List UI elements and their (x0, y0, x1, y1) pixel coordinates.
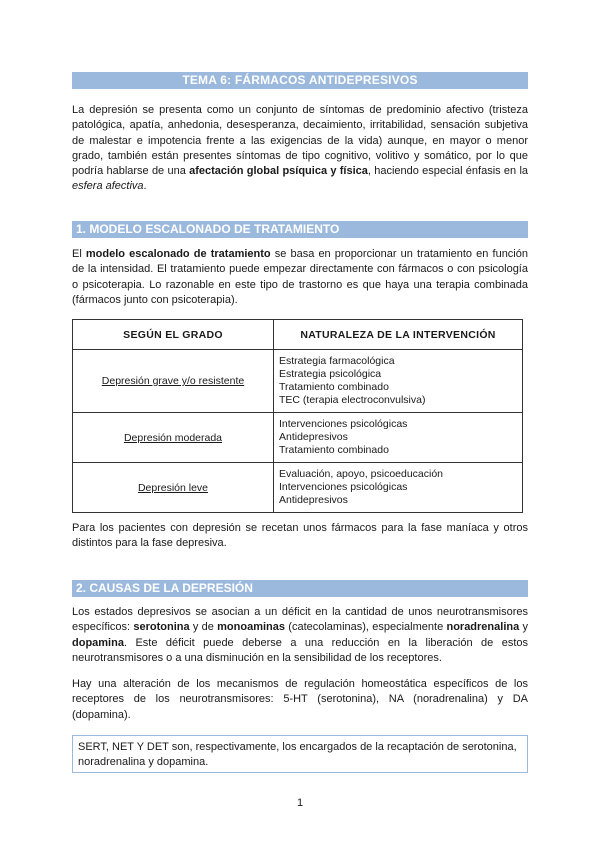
s1p1-bold: modelo escalonado de tratamiento (85, 248, 271, 260)
s2p1-bold-noradrenalina: noradrenalina (446, 621, 520, 634)
section1-paragraph-1 (72, 247, 528, 308)
grade-cell: Depresión moderada (73, 413, 274, 463)
s2p1-bold-dopamina: dopamina (72, 636, 124, 649)
section2-paragraph-1 (72, 605, 528, 666)
intro-italic-a: esfera afectiva (72, 180, 144, 193)
note-box: SERT, NET Y DET son, respectivamente, los encargados de la recaptación de serotonina, noradrenalina y dopamina. (72, 735, 528, 773)
s2p1-text-e: . Este déficit puede deberse a una reducción en la liberación de estos neurotransmisores o a una disminución en la sensibilidad de los receptores. (72, 636, 528, 664)
table-row (73, 463, 523, 513)
page-number: 1 (296, 797, 304, 809)
intervention-item: Tratamiento combinado (279, 381, 389, 393)
grade-cell: Depresión leve (73, 463, 274, 513)
s2p1-text-b: y de (189, 621, 218, 634)
intro-bold-a: afectación global psíquica y física (189, 165, 368, 178)
intervention-item: Intervenciones psicológicas (279, 418, 408, 431)
treatment-table (72, 319, 523, 513)
section1-paragraph-2: Para los pacientes con depresión se recetan unos fármacos para la fase maníaca y otros distintos para la fase depresiva. (72, 522, 528, 550)
intervention-cell (274, 463, 523, 513)
document-title: TEMA 6: FÁRMACOS ANTIDEPRESIVOS (72, 72, 528, 89)
intro-text-c: . (143, 180, 147, 193)
s2p1-bold-monoaminas: monoaminas (217, 621, 286, 634)
intervention-item: Tratamiento combinado (279, 443, 389, 456)
table-header-row (73, 320, 523, 350)
intervention-item: Evaluación, apoyo, psicoeducación (279, 468, 444, 481)
intervention-item: Estrategia farmacológica (279, 355, 395, 368)
intervention-item: Estrategia psicológica (279, 368, 382, 381)
s2p1-text-a: Los estados depresivos se asocian a un déficit en la cantidad de unos neurotransmisores específicos: (72, 606, 528, 634)
intro-text-b: , haciendo especial énfasis en la (367, 165, 529, 178)
s1p1-text-a: El (72, 248, 86, 260)
intervention-item: Antidepresivos (279, 431, 348, 444)
section2-paragraph-2: Hay una alteración de los mecanismos de regulación homeostática específicos de los receptores de los neurotransmisores: 5-HT (serotonina), NA (noradrenalina) y DA (dopamina). (72, 678, 528, 721)
section1-heading: 1. MODELO ESCALONADO DE TRATAMIENTO (72, 221, 528, 238)
intro-paragraph (72, 103, 528, 195)
table-header-grade: SEGÚN EL GRADO (73, 320, 274, 350)
grade-cell: Depresión grave y/o resistente (73, 350, 274, 413)
intro-text-a: La depresión se presenta como un conjunto de síntomas de predominio afectivo (tristeza patológica, apatía, anhedonia, desesperanza, decaimiento, irritabilidad, sensación subjetiva de malestar e impotencia frente a las exigencias de la vida) aunque, en mayor o menor grado, también están presentes síntomas de tipo cognitivo, volitivo y somático, por lo que podría hablarse de una (72, 104, 528, 178)
s2p1-bold-serotonina: serotonina (133, 621, 190, 634)
intervention-cell (274, 413, 523, 463)
intervention-item: Antidepresivos (279, 493, 348, 506)
section2-heading: 2. CAUSAS DE LA DEPRESIÓN (72, 580, 528, 597)
table-row (73, 413, 523, 463)
intervention-cell (274, 350, 523, 413)
s2p1-text-d: y (519, 621, 528, 634)
table-row (73, 350, 523, 413)
intervention-item: Intervenciones psicológicas (279, 481, 408, 494)
s2p1-text-c: (catecolaminas), especialmente (285, 621, 447, 634)
intervention-item: TEC (terapia electroconvulsiva) (279, 393, 426, 406)
table-header-intervention: NATURALEZA DE LA INTERVENCIÓN (274, 320, 523, 350)
s1p1-text-b: se basa en proporcionar un tratamiento en función de la intensidad. El tratamiento puede empezar directamente con fármacos o con psicología o psicoterapia. Lo razonable en este tipo de trastorno es que haya una terapia combinada (fármacos junto con psicoterapia). (72, 248, 528, 306)
